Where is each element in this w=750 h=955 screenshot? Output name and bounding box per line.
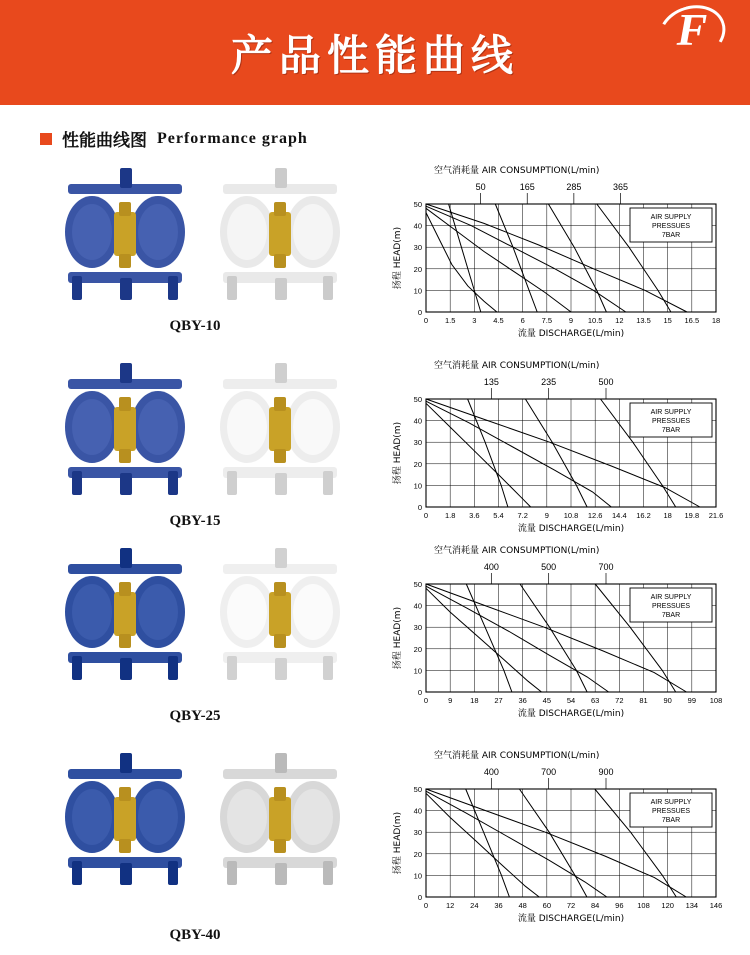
svg-text:4.5: 4.5: [493, 316, 504, 325]
svg-text:7BAR: 7BAR: [661, 427, 681, 434]
pump-illustration: [50, 745, 200, 895]
svg-text:5.4: 5.4: [493, 511, 504, 520]
performance-row-qby-25: [0, 540, 750, 740]
svg-text:45: 45: [542, 696, 552, 705]
svg-text:135: 135: [483, 377, 499, 387]
chart-container-qby-25: [360, 540, 740, 730]
svg-text:0: 0: [417, 503, 422, 512]
logo-ring-icon: [651, 0, 732, 69]
svg-text:6: 6: [520, 316, 525, 325]
svg-text:空气消耗量 AIR CONSUMPTION(L/min): 空气消耗量 AIR CONSUMPTION(L/min): [434, 166, 600, 176]
pump-image-metal: [50, 745, 200, 895]
company-logo: [652, 2, 732, 60]
performance-chart-2: [360, 540, 740, 732]
svg-text:72: 72: [615, 696, 624, 705]
svg-text:50: 50: [413, 580, 422, 589]
svg-text:0: 0: [417, 893, 422, 902]
page-header: [0, 0, 750, 105]
page-title: 产品性能曲线: [230, 30, 519, 80]
performance-row-qby-40: [0, 745, 750, 945]
svg-text:AIR SUPPLY: AIR SUPPLY: [650, 214, 692, 221]
svg-text:50: 50: [413, 785, 422, 794]
svg-text:流量 DISCHARGE(L/min): 流量 DISCHARGE(L/min): [517, 329, 625, 339]
svg-text:扬程 HEAD(m): 扬程 HEAD(m): [393, 226, 403, 290]
svg-text:10.8: 10.8: [563, 511, 579, 520]
svg-text:30: 30: [413, 623, 422, 633]
svg-text:63: 63: [590, 696, 600, 705]
pump-image-plastic: [205, 540, 355, 690]
svg-text:流量 DISCHARGE(L/min): 流量 DISCHARGE(L/min): [517, 524, 625, 534]
svg-text:24: 24: [470, 901, 479, 910]
svg-text:40: 40: [413, 221, 422, 231]
svg-text:PRESSUES: PRESSUES: [651, 223, 691, 230]
svg-text:96: 96: [615, 901, 624, 910]
svg-text:14.4: 14.4: [612, 511, 627, 520]
svg-text:0: 0: [423, 696, 429, 705]
svg-text:0: 0: [417, 308, 422, 317]
svg-text:扬程 HEAD(m): 扬程 HEAD(m): [393, 811, 403, 875]
svg-text:20: 20: [413, 849, 422, 859]
pump-model-label: QBY-25: [169, 708, 221, 724]
svg-text:700: 700: [541, 767, 557, 777]
svg-text:50: 50: [413, 200, 422, 209]
svg-text:扬程 HEAD(m): 扬程 HEAD(m): [393, 421, 403, 485]
svg-text:13.5: 13.5: [636, 316, 651, 325]
svg-text:50: 50: [475, 182, 486, 192]
svg-text:50: 50: [413, 395, 422, 404]
svg-text:扬程 HEAD(m): 扬程 HEAD(m): [393, 606, 403, 670]
svg-text:134: 134: [685, 901, 699, 910]
svg-text:9: 9: [448, 696, 453, 705]
pump-image-metal: [50, 540, 200, 690]
svg-text:空气消耗量 AIR CONSUMPTION(L/min): 空气消耗量 AIR CONSUMPTION(L/min): [434, 546, 600, 556]
svg-text:0: 0: [423, 511, 429, 520]
svg-text:400: 400: [483, 767, 499, 777]
svg-text:500: 500: [598, 377, 614, 387]
pump-illustration: [205, 540, 355, 690]
svg-text:120: 120: [661, 901, 674, 910]
svg-text:235: 235: [541, 377, 557, 387]
svg-text:3.6: 3.6: [469, 511, 480, 520]
svg-text:1.5: 1.5: [444, 316, 456, 325]
pump-illustration: [50, 160, 200, 310]
svg-text:10.5: 10.5: [587, 316, 603, 325]
svg-text:54: 54: [566, 696, 576, 705]
pump-model-label: QBY-10: [169, 318, 221, 334]
svg-text:108: 108: [709, 696, 723, 705]
svg-text:0: 0: [423, 316, 429, 325]
svg-text:9: 9: [544, 511, 549, 520]
svg-text:0: 0: [417, 688, 422, 697]
svg-text:27: 27: [494, 696, 503, 705]
svg-text:18: 18: [663, 511, 672, 520]
svg-text:7.2: 7.2: [517, 511, 528, 520]
performance-chart-1: [360, 355, 740, 547]
svg-text:30: 30: [413, 828, 422, 838]
pump-illustration: [205, 745, 355, 895]
svg-text:165: 165: [519, 182, 535, 192]
pump-illustration: [50, 540, 200, 690]
pump-illustration: [50, 355, 200, 505]
svg-text:空气消耗量 AIR CONSUMPTION(L/min): 空气消耗量 AIR CONSUMPTION(L/min): [434, 751, 600, 761]
svg-text:9: 9: [568, 316, 574, 325]
performance-chart-0: [360, 160, 740, 352]
pump-image-plastic: [205, 745, 355, 895]
performance-chart-3: [360, 745, 740, 937]
square-bullet-icon: [40, 133, 52, 145]
section-label-en: Performance graph: [157, 129, 308, 147]
svg-text:40: 40: [413, 806, 422, 816]
svg-text:3: 3: [472, 316, 477, 325]
svg-text:AIR SUPPLY: AIR SUPPLY: [650, 409, 692, 416]
svg-text:21.6: 21.6: [708, 511, 724, 520]
svg-text:400: 400: [483, 562, 499, 572]
svg-text:7BAR: 7BAR: [661, 612, 681, 619]
pump-illustration: [205, 160, 355, 310]
svg-text:10: 10: [413, 481, 422, 491]
chart-container-qby-15: [360, 355, 740, 545]
svg-text:PRESSUES: PRESSUES: [651, 418, 691, 425]
performance-row-qby-10: [0, 160, 750, 360]
svg-text:7BAR: 7BAR: [661, 232, 681, 239]
svg-text:84: 84: [590, 901, 600, 910]
section-label: [40, 126, 308, 151]
svg-text:81: 81: [639, 696, 648, 705]
svg-text:30: 30: [413, 438, 422, 448]
svg-text:500: 500: [541, 562, 557, 572]
pump-model-label: QBY-15: [169, 513, 221, 529]
svg-text:16.5: 16.5: [684, 316, 700, 325]
svg-text:16.2: 16.2: [636, 511, 651, 520]
svg-text:18: 18: [470, 696, 479, 705]
pump-image-metal: [50, 160, 200, 310]
svg-text:99: 99: [687, 696, 697, 705]
svg-text:空气消耗量 AIR CONSUMPTION(L/min): 空气消耗量 AIR CONSUMPTION(L/min): [434, 361, 600, 371]
svg-text:146: 146: [709, 901, 723, 910]
pump-illustration: [205, 355, 355, 505]
svg-text:10: 10: [413, 871, 422, 881]
svg-text:365: 365: [612, 182, 628, 192]
svg-text:40: 40: [413, 416, 422, 426]
svg-text:40: 40: [413, 601, 422, 611]
pump-image-metal: [50, 355, 200, 505]
svg-text:12: 12: [615, 316, 624, 325]
svg-text:900: 900: [598, 767, 614, 777]
svg-text:48: 48: [518, 901, 527, 910]
chart-container-qby-10: [360, 160, 740, 350]
svg-text:285: 285: [566, 182, 582, 192]
svg-text:12.6: 12.6: [587, 511, 603, 520]
pump-images: [30, 540, 360, 724]
svg-text:30: 30: [413, 243, 422, 253]
svg-text:20: 20: [413, 264, 422, 274]
pump-image-plastic: [205, 355, 355, 505]
chart-container-qby-40: [360, 745, 740, 935]
svg-text:18: 18: [711, 316, 721, 325]
svg-text:72: 72: [566, 901, 576, 910]
pump-model-label: QBY-40: [169, 927, 221, 943]
svg-text:0: 0: [423, 901, 429, 910]
svg-text:AIR SUPPLY: AIR SUPPLY: [650, 799, 692, 806]
section-label-cn: 性能曲线图: [62, 131, 147, 151]
svg-text:10: 10: [413, 666, 422, 676]
pump-images: [30, 160, 360, 340]
svg-text:90: 90: [663, 696, 672, 705]
svg-text:700: 700: [598, 562, 614, 572]
pump-image-plastic: [205, 160, 355, 310]
svg-text:流量 DISCHARGE(L/min): 流量 DISCHARGE(L/min): [517, 709, 625, 719]
svg-text:36: 36: [494, 901, 503, 910]
pump-images: [30, 745, 360, 943]
svg-text:7.5: 7.5: [541, 316, 553, 325]
performance-row-qby-15: [0, 355, 750, 555]
svg-text:19.8: 19.8: [684, 511, 700, 520]
svg-text:20: 20: [413, 644, 422, 654]
svg-text:7BAR: 7BAR: [661, 817, 681, 824]
svg-text:1.8: 1.8: [444, 511, 456, 520]
svg-text:10: 10: [413, 286, 422, 296]
logo-letter: F: [676, 4, 708, 55]
svg-text:15: 15: [663, 316, 672, 325]
pump-images: [30, 355, 360, 535]
svg-text:20: 20: [413, 459, 422, 469]
svg-text:108: 108: [637, 901, 650, 910]
svg-text:PRESSUES: PRESSUES: [651, 603, 691, 610]
svg-text:12: 12: [445, 901, 455, 910]
svg-text:36: 36: [518, 696, 527, 705]
svg-text:PRESSUES: PRESSUES: [651, 808, 691, 815]
svg-text:AIR SUPPLY: AIR SUPPLY: [650, 594, 692, 601]
svg-text:流量 DISCHARGE(L/min): 流量 DISCHARGE(L/min): [517, 914, 625, 924]
svg-text:60: 60: [542, 901, 552, 910]
